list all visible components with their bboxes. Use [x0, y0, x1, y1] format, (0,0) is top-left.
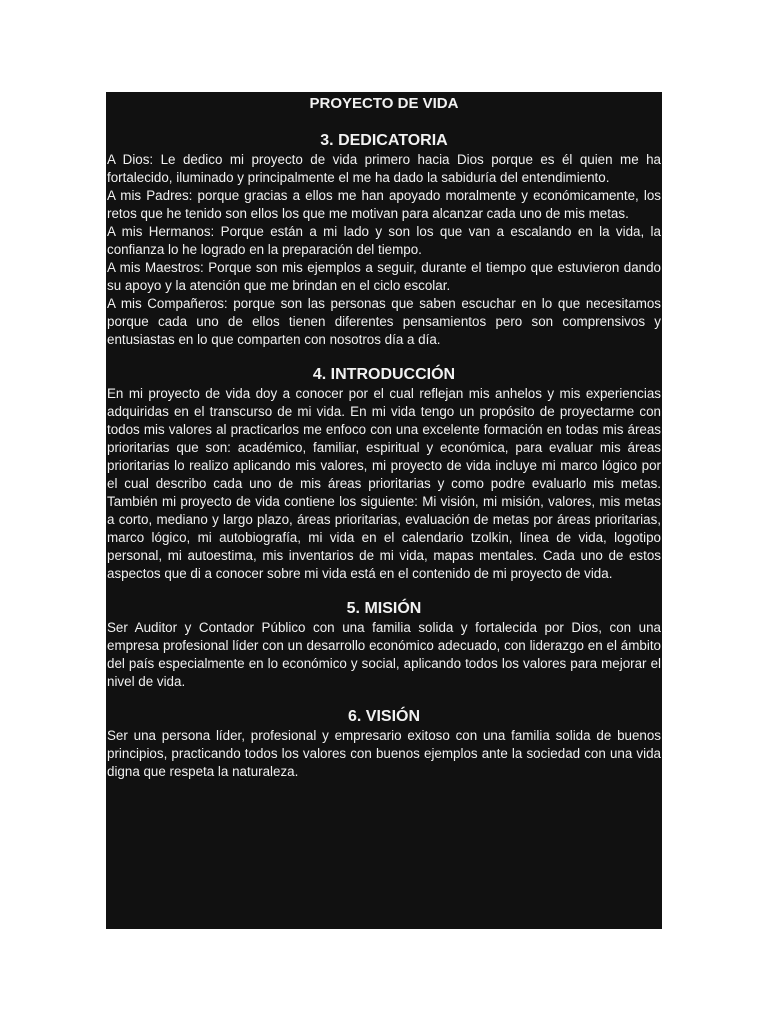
paragraph-dedicatoria-maestros: A mis Maestros: Porque son mis ejemplos a seguir, durante el tiempo que estuvieron dando su apoyo y la atención que me brindan en el ciclo escolar.: [107, 260, 661, 293]
paragraph-vision: Ser una persona líder, profesional y empresario exitoso con una familia solida de buenos principios, practicando todos los valores con buenos ejemplos ante la sociedad con una vida digna que respeta la naturaleza.: [107, 728, 661, 779]
section-heading-mision: 5. MISIÓN: [346, 600, 422, 617]
section-heading-introduccion: 4. INTRODUCCIÓN: [312, 366, 456, 383]
paragraph-introduccion: En mi proyecto de vida doy a conocer por el cual reflejan mis anhelos y mis experiencias adquiridas en el transcurso de mi vida. En mi vida tengo un propósito de proyectarme con todos mis valores al practicarlos me enfoco con una excelente formación en todas mis áreas prioritarias que son: académico, familiar, espiritual y económica, para evaluar mis áreas prioritarias lo realizo aplicando mis valores, mi proyecto de vida incluye mi marco lógico por el cual describo cada uno de mis áreas prioritarias y como podre evaluarlo mis metas. También mi proyecto de vida contiene los siguiente: Mi visión, mi misión, valores, mis metas a corto, mediano y largo plazo, áreas prioritarias, evaluación de metas por áreas prioritarias, marco lógico, mi autobiografía, mi vida en el calendario tzolkin, línea de vida, logotipo personal, mi autoestima, mis inventarios de mi vida, mapas mentales. Cada uno de estos aspectos que di a conocer sobre mi vida está en el contenido de mi proyecto de vida.: [107, 386, 661, 581]
paragraph-mision: Ser Auditor y Contador Público con una familia solida y fortalecida por Dios, con una empresa profesional líder con un desarrollo económico adecuado, con liderazgo en el ámbito del país especialmente en lo económico y social, aplicando todos los valores para mejorar el nivel de vida.: [107, 620, 661, 689]
document-title: PROYECTO DE VIDA: [309, 95, 459, 112]
paragraph-dedicatoria-hermanos: A mis Hermanos: Porque están a mi lado y son los que van a escalando en la vida, la confianza lo he logrado en la preparación del tiempo.: [107, 224, 661, 257]
section-heading-dedicatoria: 3. DEDICATORIA: [320, 132, 448, 149]
document-page: [106, 92, 662, 929]
paragraph-dedicatoria-dios: A Dios: Le dedico mi proyecto de vida primero hacia Dios porque es él quien me ha fortalecido, iluminado y principalmente el me ha dado la sabiduría del entendimiento.: [107, 152, 661, 185]
paragraph-dedicatoria-companeros: A mis Compañeros: porque son las personas que saben escuchar en lo que necesitamos porque cada uno de ellos tienen diferentes pensamientos pero son comprensivos y entusiastas en lo que comparten con nosotros día a día.: [107, 296, 661, 347]
section-heading-vision: 6. VISIÓN: [347, 708, 421, 725]
paragraph-dedicatoria-padres: A mis Padres: porque gracias a ellos me han apoyado moralmente y económicamente, los retos que he tenido son ellos los que me motivan para alcanzar cada uno de mis metas.: [107, 188, 661, 221]
